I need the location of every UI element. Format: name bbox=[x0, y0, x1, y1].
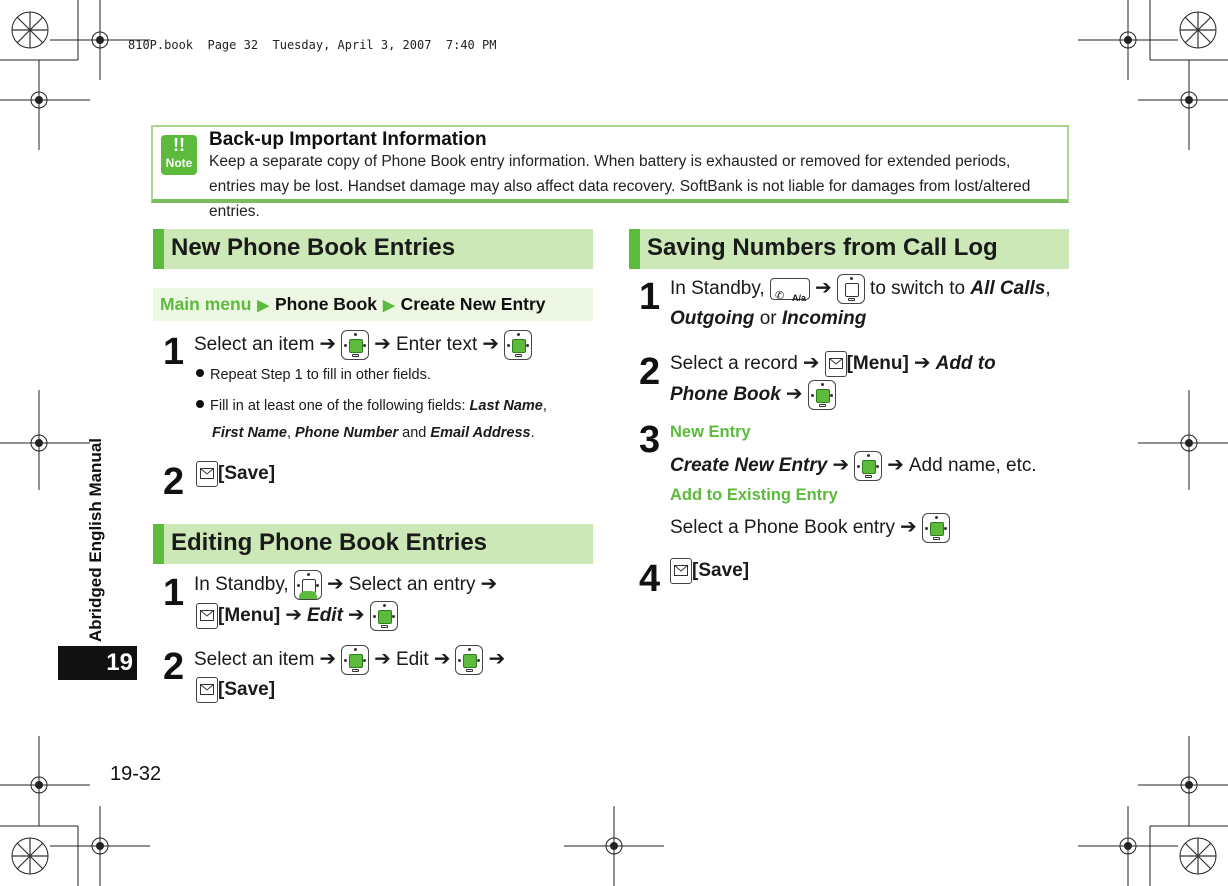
path-arrow-icon: ▶ bbox=[383, 297, 395, 314]
mail-key-icon bbox=[196, 461, 218, 487]
step-text: Select a Phone Book entry bbox=[670, 517, 895, 538]
center-key-icon bbox=[455, 645, 483, 675]
menu-label: [Menu] bbox=[218, 605, 281, 626]
arrow-icon: ➔ bbox=[815, 277, 832, 299]
menu-label: [Menu] bbox=[846, 353, 909, 374]
add-to-label: Add to bbox=[935, 353, 996, 374]
arrow-icon: ➔ bbox=[899, 516, 917, 538]
center-key-icon bbox=[341, 330, 369, 360]
step-text: Select an item bbox=[194, 649, 315, 670]
step-text: Enter text bbox=[395, 334, 478, 355]
step-text: In Standby, bbox=[194, 574, 289, 595]
new-entries-heading: New Phone Book Entries bbox=[153, 229, 593, 269]
arrow-icon: ➔ bbox=[480, 573, 498, 595]
bullet-icon bbox=[196, 400, 204, 408]
or-text: or bbox=[759, 308, 777, 329]
all-calls-label: All Calls bbox=[970, 278, 1046, 299]
arrow-icon: ➔ bbox=[374, 648, 391, 670]
step-line bbox=[670, 348, 996, 379]
arrow-icon: ➔ bbox=[319, 333, 337, 355]
arrow-icon: ➔ bbox=[319, 648, 337, 670]
path-arrow-icon: ▶ bbox=[257, 297, 269, 314]
call-key-icon: ✆ A/a bbox=[770, 278, 810, 300]
step-text: to switch to bbox=[870, 278, 966, 299]
center-key-icon bbox=[854, 451, 882, 481]
center-key-icon bbox=[922, 513, 950, 543]
bullet-text: Repeat Step 1 to fill in other fields. bbox=[210, 367, 431, 383]
and-text: and bbox=[402, 425, 427, 441]
path-main-menu: Main menu bbox=[160, 294, 252, 314]
arrow-icon: ➔ bbox=[347, 604, 365, 626]
bullet-continuation: First Name, Phone Number and Email Address. bbox=[212, 425, 535, 441]
step-number: 1 bbox=[163, 572, 185, 614]
arrow-icon: ➔ bbox=[488, 648, 506, 670]
arrow-icon: ➔ bbox=[785, 383, 803, 405]
arrow-icon: ➔ bbox=[832, 454, 850, 476]
arrow-icon: ➔ bbox=[285, 604, 303, 626]
step-line bbox=[196, 600, 398, 631]
step-line bbox=[194, 644, 510, 675]
arrow-icon: ➔ bbox=[887, 454, 904, 476]
edit-label: Edit bbox=[307, 605, 343, 626]
field-phone-number: Phone Number bbox=[295, 425, 399, 441]
step-line bbox=[670, 379, 836, 410]
arrow-icon: ➔ bbox=[482, 333, 500, 355]
call-log-heading: Saving Numbers from Call Log bbox=[629, 229, 1069, 269]
step-text: Select an entry bbox=[348, 574, 476, 595]
step-line bbox=[194, 329, 532, 360]
step-number: 1 bbox=[639, 276, 661, 318]
mail-key-icon bbox=[196, 677, 218, 703]
note-badge-label: Note bbox=[165, 156, 193, 170]
arrow-icon: ➔ bbox=[374, 333, 391, 355]
print-header: 810P.book Page 32 Tuesday, April 3, 2007 7:40 PM bbox=[128, 38, 497, 52]
field-first-name: First Name bbox=[212, 425, 287, 441]
step-line bbox=[196, 459, 275, 489]
step-line bbox=[670, 512, 950, 543]
phone-book-label: Phone Book bbox=[670, 384, 781, 405]
center-key-icon bbox=[341, 645, 369, 675]
step-line bbox=[196, 675, 275, 705]
arrow-icon: ➔ bbox=[802, 352, 820, 374]
editing-heading: Editing Phone Book Entries bbox=[153, 524, 593, 564]
path-phone-book: Phone Book bbox=[274, 294, 378, 314]
bullet-item: Fill in at least one of the following fields: Last Name, bbox=[196, 393, 547, 419]
save-label: [Save] bbox=[692, 560, 750, 581]
arrow-icon: ➔ bbox=[433, 648, 451, 670]
step-line bbox=[194, 569, 502, 600]
outgoing-label: Outgoing bbox=[670, 308, 755, 329]
note-title: Back-up Important Information bbox=[209, 129, 487, 150]
new-entry-subheading: New Entry bbox=[670, 423, 751, 441]
step-number: 4 bbox=[639, 558, 661, 600]
existing-entry-subheading: Add to Existing Entry bbox=[670, 486, 838, 504]
updown-key-icon bbox=[837, 274, 865, 304]
field-email-address: Email Address bbox=[430, 425, 531, 441]
step-line bbox=[670, 450, 1037, 481]
center-key-icon bbox=[808, 380, 836, 410]
note-body: Keep a separate copy of Phone Book entry information. When battery is exhausted or removed for extended periods, entries may be lost. Handset damage may also affect data recovery. SoftBank is not liable for damages from lost/altered entries. bbox=[209, 153, 1031, 220]
chapter-tab: 19 bbox=[58, 646, 137, 680]
step-line: In Standby, ✆ A/a ➔ to switch to All Calls, bbox=[670, 273, 1051, 304]
bullet-item bbox=[196, 362, 431, 388]
step-number: 3 bbox=[639, 419, 661, 461]
save-label: [Save] bbox=[218, 679, 276, 700]
note-box bbox=[151, 125, 1069, 220]
mail-key-icon bbox=[670, 558, 692, 584]
save-label: [Save] bbox=[218, 463, 276, 484]
bullet-text: Fill in at least one of the following fields: bbox=[210, 398, 466, 414]
mail-key-icon bbox=[196, 603, 218, 629]
note-icon: !! Note bbox=[161, 135, 197, 175]
step-number: 2 bbox=[163, 461, 185, 503]
call-key-label: A/a bbox=[791, 292, 806, 303]
field-last-name: Last Name bbox=[469, 398, 543, 414]
mail-key-icon bbox=[825, 351, 847, 377]
incoming-label: Incoming bbox=[781, 308, 867, 329]
manual-title: Abridged English Manual bbox=[86, 437, 105, 642]
step-text: In Standby, bbox=[670, 278, 765, 299]
arrow-icon: ➔ bbox=[327, 573, 344, 595]
arrow-icon: ➔ bbox=[913, 352, 931, 374]
path-create-new-entry: Create New Entry bbox=[400, 294, 546, 314]
step-line bbox=[670, 556, 749, 586]
step-text: Edit bbox=[395, 649, 429, 670]
step-text: Select an item bbox=[194, 334, 315, 355]
step-text: Select a record bbox=[670, 353, 798, 374]
create-new-entry-label: Create New Entry bbox=[670, 455, 828, 476]
step-text: Add name, etc. bbox=[908, 455, 1037, 476]
center-key-icon bbox=[370, 601, 398, 631]
down-key-icon bbox=[294, 570, 322, 600]
step-number: 1 bbox=[163, 331, 185, 373]
bullet-icon bbox=[196, 369, 204, 377]
page-number: 19-32 bbox=[110, 763, 162, 785]
menu-path bbox=[153, 288, 593, 321]
step-number: 2 bbox=[639, 351, 661, 393]
step-line bbox=[670, 304, 866, 334]
center-key-icon bbox=[504, 330, 532, 360]
step-number: 2 bbox=[163, 646, 185, 688]
